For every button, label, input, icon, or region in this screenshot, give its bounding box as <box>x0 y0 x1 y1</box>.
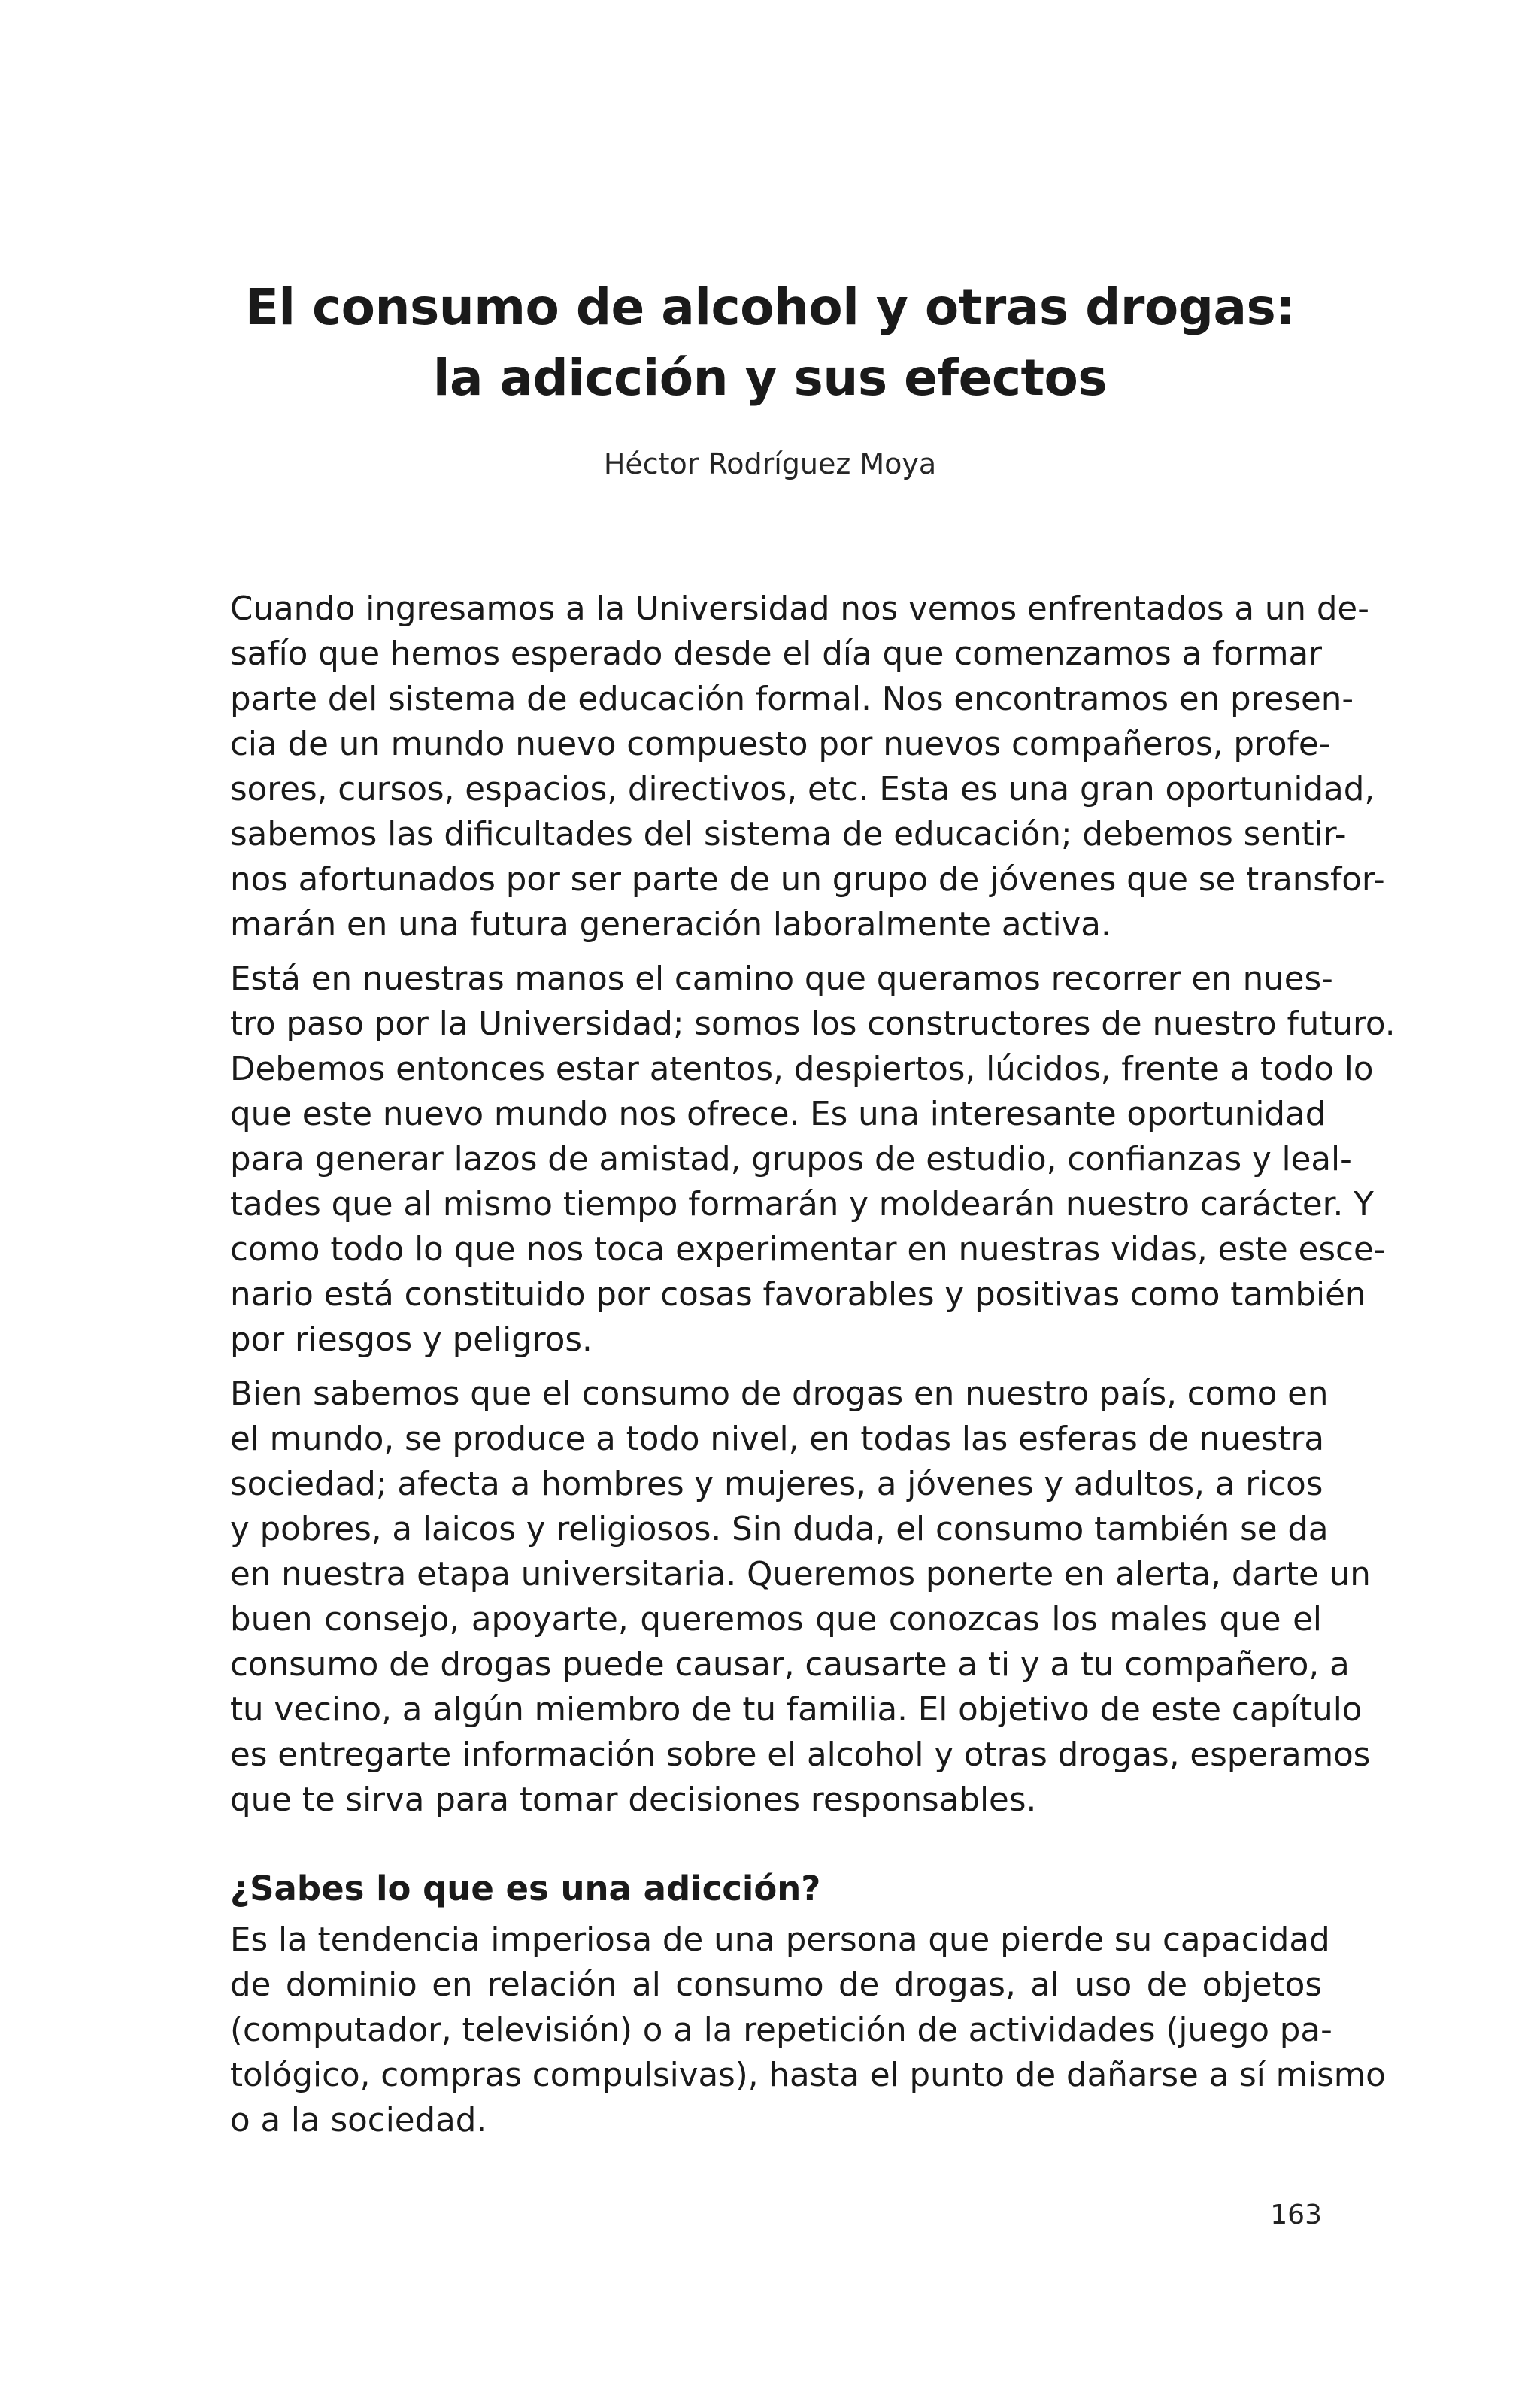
text-line: que te sirva para tomar decisiones responsables. <box>230 1781 1037 1819</box>
text-line: que este nuevo mundo nos ofrece. Es una interesante oportunidad <box>230 1096 1326 1133</box>
text-line: tro paso por la Universidad; somos los constructores de nuestro futuro. <box>230 1005 1396 1043</box>
text-line: cia de un mundo nuevo compuesto por nuevos compañeros, profe- <box>230 726 1331 763</box>
chapter-title-line-1: El consumo de alcohol y otras drogas: <box>244 278 1296 336</box>
text-line: sabemos las dificultades del sistema de educación; debemos sentir- <box>230 816 1347 853</box>
section-heading: ¿Sabes lo que es una adicción? <box>230 1869 821 1908</box>
chapter-title-line-2: la adicción y sus efectos <box>432 349 1108 407</box>
text-line: nario está constituido por cosas favorables y positivas como también <box>230 1276 1366 1314</box>
text-line: Bien sabemos que el consumo de drogas en nuestro país, como en <box>230 1375 1329 1413</box>
section-paragraph <box>230 1918 1386 2143</box>
text-line: (computador, televisión) o a la repetición de actividades (juego pa- <box>230 2011 1332 2049</box>
text-line: parte del sistema de educación formal. Nos encontramos en presen- <box>230 681 1354 718</box>
paragraph <box>230 956 1396 1363</box>
text-line: tu vecino, a algún miembro de tu familia. El objetivo de este capítulo <box>230 1691 1363 1729</box>
text-line: marán en una futura generación laboralmente activa. <box>230 906 1111 944</box>
text-line: por riesgos y peligros. <box>230 1321 593 1359</box>
text-line: safío que hemos esperado desde el día que comenzamos a formar <box>230 635 1322 673</box>
paragraph <box>230 1372 1371 1823</box>
text-line: Cuando ingresamos a la Universidad nos vemos enfrentados a un de- <box>230 590 1369 628</box>
text-line: y pobres, a laicos y religiosos. Sin duda, el consumo también se da <box>230 1511 1329 1548</box>
text-line: de dominio en relación al consumo de drogas, al uso de objetos <box>230 1966 1322 2004</box>
paragraph <box>230 587 1385 947</box>
text-line: tológico, compras compulsivas), hasta el punto de dañarse a sí mismo <box>230 2057 1386 2094</box>
text-line: es entregarte información sobre el alcohol y otras drogas, esperamos <box>230 1736 1371 1774</box>
text-line: como todo lo que nos toca experimentar en nuestras vidas, este esce- <box>230 1231 1386 1269</box>
text-line: o a la sociedad. <box>230 2102 487 2139</box>
text-line: Es la tendencia imperiosa de una persona que pierde su capacidad <box>230 1921 1330 1959</box>
text-line: para generar lazos de amistad, grupos de estudio, confianzas y leal- <box>230 1141 1352 1178</box>
text-line: el mundo, se produce a todo nivel, en todas las esferas de nuestra <box>230 1420 1324 1458</box>
text-line: nos afortunados por ser parte de un grupo de jóvenes que se transfor- <box>230 861 1385 899</box>
text-line: sociedad; afecta a hombres y mujeres, a jóvenes y adultos, a ricos <box>230 1466 1323 1503</box>
text-line: tades que al mismo tiempo formarán y moldearán nuestro carácter. Y <box>230 1186 1374 1223</box>
text-line: en nuestra etapa universitaria. Queremos ponerte en alerta, darte un <box>230 1556 1371 1593</box>
text-line: buen consejo, apoyarte, queremos que conozcas los males que el <box>230 1601 1322 1639</box>
chapter-body <box>230 587 1396 2152</box>
author-name: Héctor Rodríguez Moya <box>603 447 937 481</box>
text-line: Debemos entonces estar atentos, despiertos, lúcidos, frente a todo lo <box>230 1050 1374 1088</box>
text-line: Está en nuestras manos el camino que queramos recorrer en nues- <box>230 960 1333 998</box>
text-line: sores, cursos, espacios, directivos, etc. Esta es una gran oportunidad, <box>230 771 1375 808</box>
text-line: consumo de drogas puede causar, causarte a ti y a tu compañero, a <box>230 1646 1350 1684</box>
chapter-title <box>180 272 1360 414</box>
page-number: 163 <box>1270 2199 1322 2230</box>
